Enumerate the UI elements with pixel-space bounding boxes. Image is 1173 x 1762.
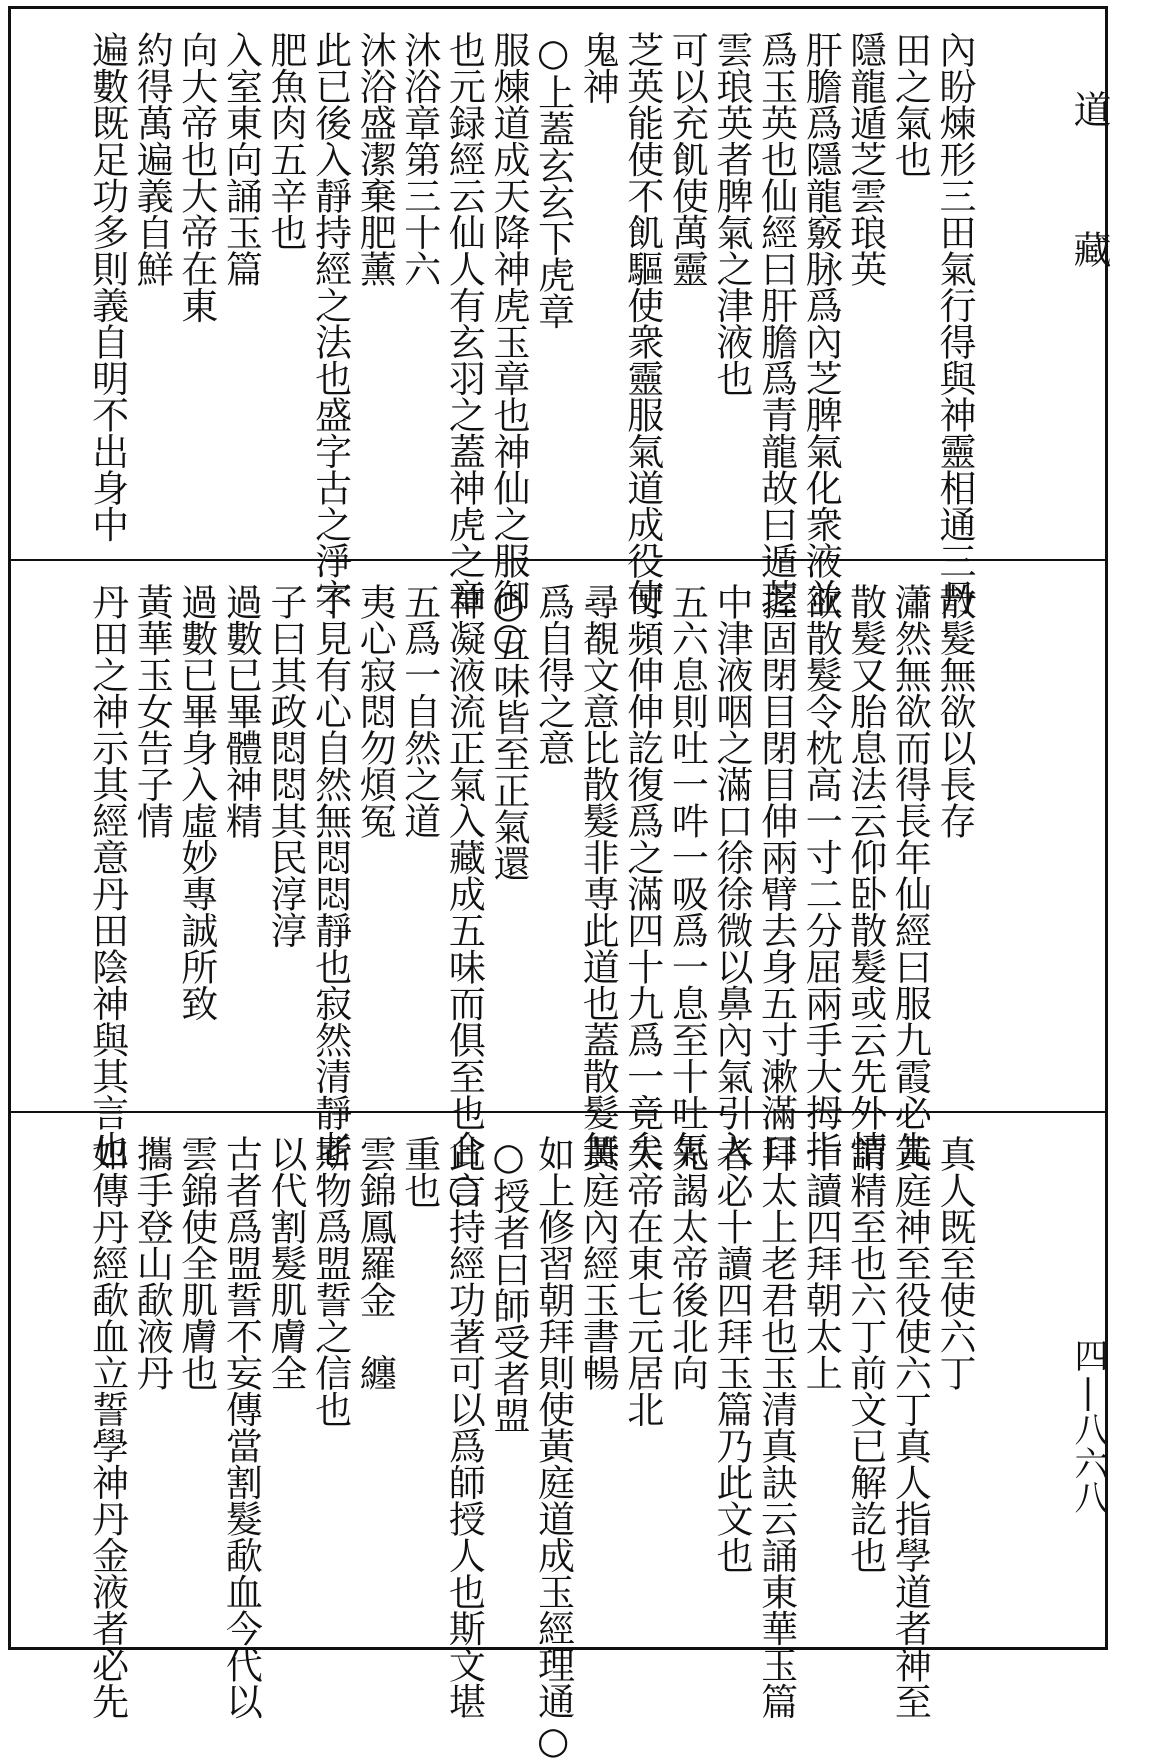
- text-column: 雲琅英者脾氣之津液也: [710, 31, 753, 396]
- text-column: 古者爲盟誓不妄傳當割髮歃血今代以: [219, 1135, 263, 1719]
- text-column: 約得萬遍義自鮮: [130, 31, 174, 287]
- text-column: 欲散髮令枕高一寸二分屈兩手大拇指: [799, 583, 843, 1167]
- side-label-zang: 藏: [1067, 230, 1111, 268]
- text-column: 黃華玉女告子情: [130, 583, 174, 839]
- text-column: 中津液咽之滿口徐徐微以鼻內氣引入: [710, 583, 753, 1167]
- text-column: 先謁太帝後北向: [665, 1135, 709, 1391]
- text-column: 雲錦使全肌膚也: [174, 1135, 218, 1391]
- text-column: 謂精至也六丁前文已解訖也: [843, 1135, 887, 1573]
- text-column: 攜手登山歃液丹: [130, 1135, 174, 1391]
- text-column: 十讀四拜朝太上: [799, 1135, 843, 1391]
- text-column: ○授者曰師受者盟: [487, 1135, 530, 1433]
- text-column: 此已後入靜持經之法也盛字古之淨字: [308, 31, 352, 615]
- text-column: 過數已畢身入虛妙專誠所致: [174, 583, 218, 1021]
- text-column: 以代割髮肌膚全: [264, 1135, 307, 1391]
- side-label-dao: 道: [1067, 90, 1111, 128]
- panel-bottom: [11, 1113, 1108, 1762]
- text-column: 肥魚肉五辛也: [264, 31, 307, 250]
- text-column: 斯物爲盟誓之信也: [308, 1135, 352, 1427]
- text-column: 五爲一自然之道: [397, 583, 441, 839]
- text-column: 神凝液流正氣入藏成五味而俱至也合○: [442, 583, 486, 1210]
- text-column: 丹田之神示其經意丹田陰神與其言也: [85, 583, 129, 1167]
- text-column: 爲玉英也仙經曰肝膽爲青龍故曰遁芝: [754, 31, 798, 615]
- text-column: 可以充飢使萬靈: [665, 31, 709, 287]
- text-column: 散髮又胎息法云仰卧散髮或云先外情: [843, 583, 887, 1167]
- text-column: 可頻伸伸訖復爲之滿四十九爲一竟矣: [620, 583, 664, 1167]
- text-column: 黃庭神至役使六丁真人指學道者神至: [888, 1135, 932, 1719]
- page-number: 四|八六八: [1068, 1338, 1108, 1514]
- text-column: 尋覩文意比散髮非専此道也蓋散髮無: [576, 583, 620, 1167]
- text-column: 如上修習朝拜則使黃庭道成玉經理通○: [531, 1135, 575, 1762]
- text-column: 服煉道成天降神虎玉章也神仙之服御○: [487, 31, 530, 658]
- text-column: ○上蓋玄玄下虎章: [531, 31, 575, 329]
- text-column: 握固閉目閉目伸兩臂去身五寸漱滿口: [754, 583, 798, 1167]
- text-column: 過數已畢體神精: [219, 583, 263, 839]
- text-column: 太帝在東七元居北: [620, 1135, 664, 1427]
- text-column: 鬼神: [576, 31, 620, 104]
- text-column: ○五味皆至正氣還: [487, 583, 530, 881]
- text-column: 如傳丹經歃血立誓學神丹金液者必先: [85, 1135, 129, 1719]
- text-column: 沐浴章第三十六: [397, 31, 441, 287]
- text-column: 子曰其政悶悶其民淳淳: [264, 583, 307, 948]
- text-column: 瀟然無欲而得長年仙經曰服九霞必先: [888, 583, 932, 1167]
- text-column: 遍數既足功多則義自明不出身中: [85, 31, 129, 542]
- text-column: 田之氣也: [888, 31, 932, 177]
- text-column: 入室東向誦玉篇: [219, 31, 263, 287]
- text-column: 肝膽爲隱龍竅脉爲內芝脾氣化衆液並: [799, 31, 843, 615]
- text-column: 雲錦鳳羅金 纏: [353, 1135, 397, 1391]
- text-column: 沐浴盛潔棄肥薰: [353, 31, 397, 287]
- text-column: 黃庭內經玉書暢: [576, 1135, 620, 1391]
- text-column: 芝英能使不飢驅使衆靈服氣道成役使: [620, 31, 664, 615]
- text-column: 五六息則吐一吽一吸爲一息至十吐氣: [665, 583, 709, 1167]
- text-column: 拜太上老君也玉清真訣云誦東華玉篇: [754, 1135, 798, 1719]
- text-column: 隱龍遁芝雲琅英: [843, 31, 887, 287]
- text-column: 真人既至使六丁: [933, 1135, 976, 1391]
- text-column: 內盼煉形三田氣行得與神靈相通三丹: [933, 31, 976, 615]
- page-frame: [8, 6, 1111, 1762]
- text-column: 散髮無欲以長存: [933, 583, 976, 839]
- panel-top: [11, 9, 1105, 658]
- text-column: 也元録經云仙人有玄羽之蓋神虎之章: [442, 31, 486, 615]
- text-column: 不見有心自然無悶悶靜也寂然清靜老: [308, 583, 352, 1167]
- text-column: 爲自得之意: [531, 583, 575, 766]
- text-column: 者必十讀四拜玉篇乃此文也: [710, 1135, 753, 1573]
- text-column: 向大帝也大帝在東: [174, 31, 218, 323]
- text-column: 此言持經功著可以爲師授人也斯文堪: [442, 1135, 486, 1719]
- text-column: 夷心寂悶勿煩冤: [353, 583, 397, 839]
- text-column: 重也: [397, 1135, 441, 1208]
